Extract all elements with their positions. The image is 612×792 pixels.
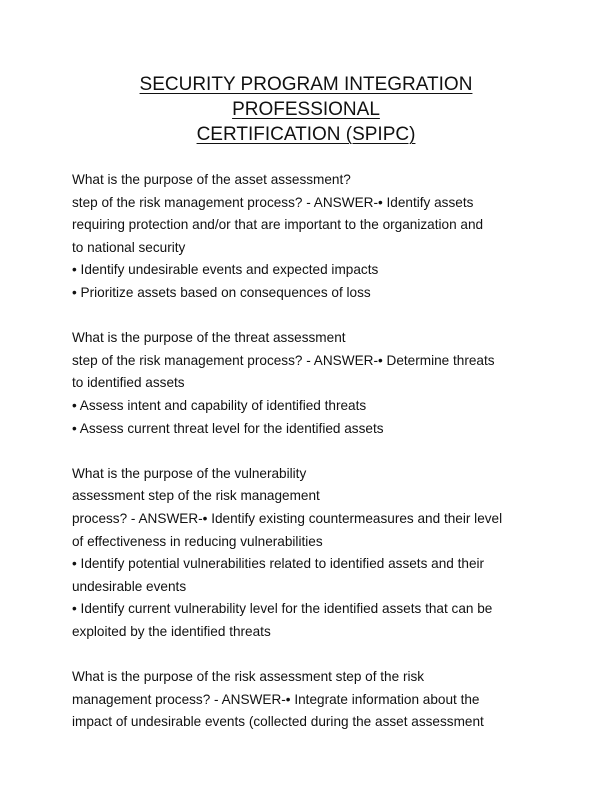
qa-line: • Identify undesirable events and expected impacts	[72, 262, 379, 278]
qa-line: step of the risk management process? - ANSWER-• Identify assets	[72, 194, 474, 210]
page-title	[72, 72, 540, 147]
qa-line: impact of undesirable events (collected during the asset assessment	[72, 714, 484, 730]
qa-line: undesirable events	[72, 578, 187, 594]
qa-line: step of the risk management process? - ANSWER-• Determine threats	[72, 352, 495, 368]
page-title-line-1: SECURITY PROGRAM INTEGRATION PROFESSIONAL	[139, 74, 473, 120]
qa-line: assessment step of the risk management	[72, 488, 320, 504]
qa-line: requiring protection and/or that are important to the organization and	[72, 217, 484, 233]
page-title-line-2: CERTIFICATION (SPIPC)	[196, 124, 416, 145]
qa-line: What is the purpose of the risk assessment step of the risk	[72, 669, 425, 685]
qa-line: exploited by the identified threats	[72, 623, 271, 639]
qa-line: of effectiveness in reducing vulnerabilities	[72, 533, 323, 549]
qa-line: • Prioritize assets based on consequences of loss	[72, 284, 371, 300]
qa-line: process? - ANSWER-• Identify existing countermeasures and their level	[72, 510, 503, 526]
qa-line: What is the purpose of the threat assessment	[72, 330, 346, 346]
qa-block-vulnerability-assessment	[72, 463, 540, 644]
qa-block-risk-assessment	[72, 666, 540, 734]
qa-block-asset-assessment	[72, 169, 540, 305]
qa-line: • Assess current threat level for the identified assets	[72, 420, 384, 436]
qa-line: to identified assets	[72, 375, 185, 391]
qa-line: management process? - ANSWER-• Integrate information about the	[72, 691, 480, 707]
qa-line: • Identify current vulnerability level for the identified assets that can be	[72, 601, 493, 617]
qa-block-threat-assessment	[72, 327, 540, 440]
qa-line: • Identify potential vulnerabilities related to identified assets and their	[72, 556, 485, 572]
qa-line: to national security	[72, 239, 186, 255]
qa-line: What is the purpose of the vulnerability	[72, 465, 307, 481]
qa-line: What is the purpose of the asset assessment?	[72, 172, 351, 187]
qa-line: • Assess intent and capability of identified threats	[72, 397, 367, 413]
